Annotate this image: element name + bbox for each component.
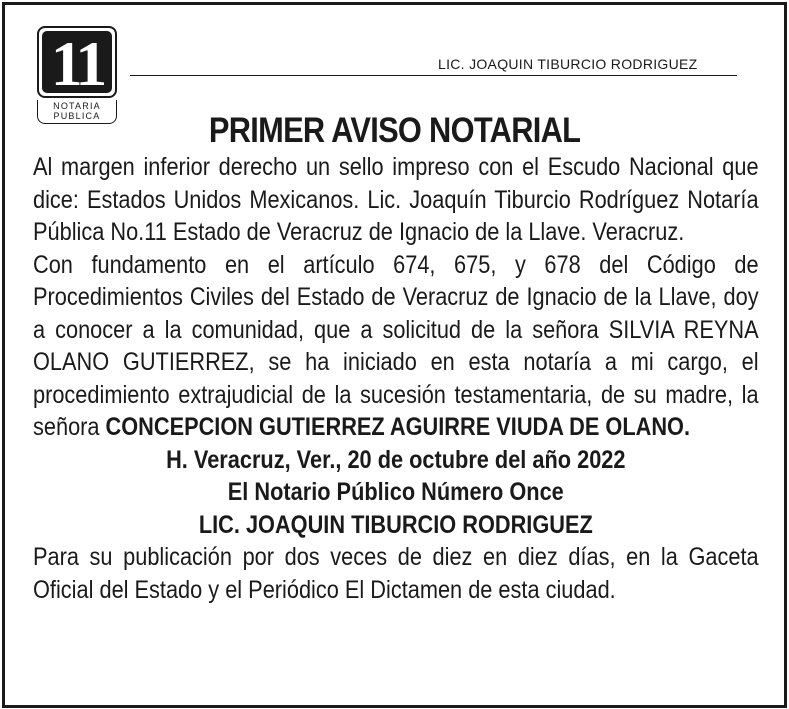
header-notary-name: LIC. JOAQUIN TIBURCIO RODRIGUEZ — [438, 56, 698, 72]
logo-number: 11 — [50, 28, 104, 99]
deceased-name: CONCEPCION GUTIERREZ AGUIRRE VIUDA DE OLANO. — [105, 413, 691, 441]
header-rule — [130, 75, 737, 76]
paragraph-seal-description: Al margen inferior derecho un sello impreso con el Escudo Nacional que dice: Estados Unidos Mexicanos. Lic. Joaquín Tiburcio Rodríguez Notaría Pública No.11 Estado de Veracruz de Ignacio de la Llave. Veracruz. — [33, 153, 759, 246]
signature-place-date: H. Veracruz, Ver., 20 de octubre del año 2022 — [166, 445, 626, 474]
paragraph-publication: Para su publicación por dos veces de diez en diez días, en la Gaceta Oficial del Estado y el Periódico El Dictamen de esta ciudad. — [33, 543, 759, 604]
logo-caption-line2: PUBLICA — [53, 111, 101, 121]
signature-role: El Notario Público Número Once — [227, 478, 564, 506]
logo-number-box — [37, 26, 117, 98]
notice-title: PRIMER AVISO NOTARIAL — [208, 111, 581, 150]
logo-caption-line1: NOTARIA — [53, 101, 101, 111]
announcement-text: Con fundamento en el artículo 674, 675, y 678 del Código de Procedimientos Civiles del Estado de Veracruz de Ignacio de la Llave, doy a conocer a la comunidad, que a solicitud de la señora SILVIA REYNA OLANO GUTIERREZ, se ha iniciado en esta notaría a mi cargo, el procedimiento extrajudicial de la sucesión testamentaria, de su madre, la señora — [33, 250, 759, 441]
paragraph-announcement — [33, 249, 759, 444]
signature-name: LIC. JOAQUIN TIBURCIO RODRIGUEZ — [198, 510, 593, 539]
notice-body — [33, 151, 759, 606]
